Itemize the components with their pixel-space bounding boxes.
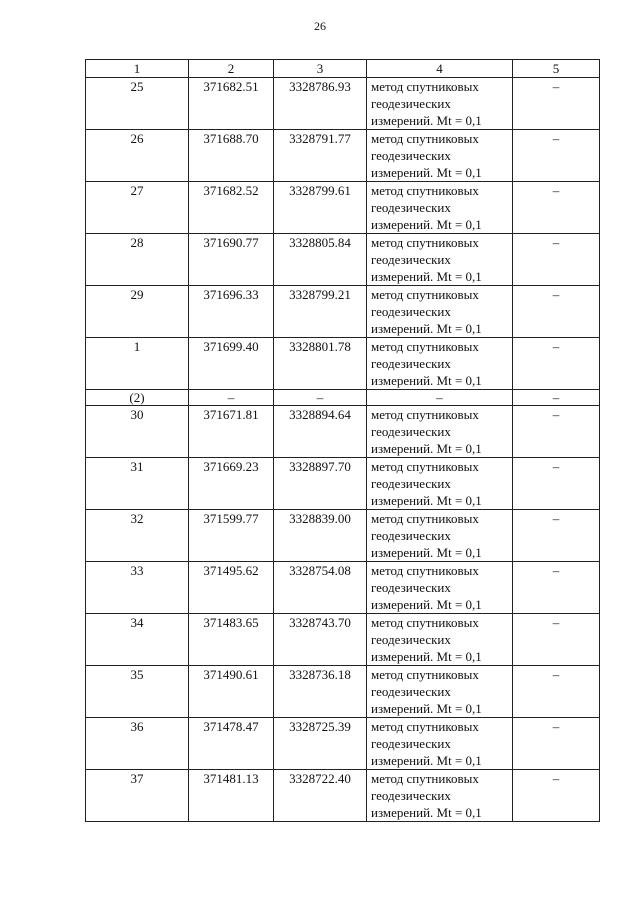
y-coordinate-cell: 3328897.70: [274, 458, 367, 510]
table-row: [86, 286, 600, 338]
method-text-line: метод спутниковых: [371, 287, 479, 302]
method-text-line: геодезических: [371, 200, 451, 215]
x-coordinate-cell: –: [189, 390, 274, 406]
x-coordinate-cell: 371599.77: [189, 510, 274, 562]
method-cell: [367, 510, 513, 562]
point-number-cell: 28: [86, 234, 189, 286]
method-text-line: геодезических: [371, 356, 451, 371]
method-cell: –: [367, 390, 513, 406]
note-cell: –: [513, 562, 600, 614]
page-number: 26: [314, 19, 326, 33]
note-cell: –: [513, 234, 600, 286]
x-coordinate-cell: 371671.81: [189, 406, 274, 458]
y-coordinate-cell: 3328894.64: [274, 406, 367, 458]
note-cell: –: [513, 458, 600, 510]
method-text-line: измерений. Mt = 0,1: [371, 217, 482, 232]
method-cell: [367, 182, 513, 234]
method-text-line: геодезических: [371, 684, 451, 699]
method-cell: [367, 770, 513, 822]
y-coordinate-cell: 3328805.84: [274, 234, 367, 286]
method-text-line: метод спутниковых: [371, 563, 479, 578]
method-cell: [367, 458, 513, 510]
method-text-line: геодезических: [371, 252, 451, 267]
x-coordinate-cell: 371490.61: [189, 666, 274, 718]
point-number-cell: 29: [86, 286, 189, 338]
note-cell: –: [513, 78, 600, 130]
y-coordinate-cell: 3328736.18: [274, 666, 367, 718]
table-row: [86, 130, 600, 182]
method-cell: [367, 338, 513, 390]
method-text-line: измерений. Mt = 0,1: [371, 269, 482, 284]
point-number-cell: 35: [86, 666, 189, 718]
method-text-line: метод спутниковых: [371, 131, 479, 146]
method-text-line: геодезических: [371, 528, 451, 543]
method-text-line: метод спутниковых: [371, 79, 479, 94]
x-coordinate-cell: 371688.70: [189, 130, 274, 182]
method-text-line: измерений. Mt = 0,1: [371, 753, 482, 768]
point-number-cell: 30: [86, 406, 189, 458]
y-coordinate-cell: 3328722.40: [274, 770, 367, 822]
method-text-line: геодезических: [371, 304, 451, 319]
method-text-line: геодезических: [371, 148, 451, 163]
table-row: [86, 182, 600, 234]
method-text-line: измерений. Mt = 0,1: [371, 493, 482, 508]
point-number-cell: 27: [86, 182, 189, 234]
column-header-1: 1: [86, 60, 189, 78]
note-cell: –: [513, 718, 600, 770]
point-number-cell: (2): [86, 390, 189, 406]
y-coordinate-cell: 3328799.21: [274, 286, 367, 338]
y-coordinate-cell: 3328791.77: [274, 130, 367, 182]
method-cell: [367, 130, 513, 182]
table-row: [86, 666, 600, 718]
method-text-line: метод спутниковых: [371, 183, 479, 198]
column-header-4: 4: [367, 60, 513, 78]
method-text-line: метод спутниковых: [371, 339, 479, 354]
note-cell: –: [513, 770, 600, 822]
table-row: [86, 458, 600, 510]
method-cell: [367, 718, 513, 770]
table-row: [86, 234, 600, 286]
note-cell: –: [513, 666, 600, 718]
coordinates-table: [85, 59, 600, 822]
note-cell: –: [513, 406, 600, 458]
method-text-line: геодезических: [371, 476, 451, 491]
point-number-cell: 25: [86, 78, 189, 130]
table-row: [86, 338, 600, 390]
method-text-line: метод спутниковых: [371, 459, 479, 474]
method-text-line: измерений. Mt = 0,1: [371, 113, 482, 128]
x-coordinate-cell: 371478.47: [189, 718, 274, 770]
x-coordinate-cell: 371699.40: [189, 338, 274, 390]
y-coordinate-cell: 3328786.93: [274, 78, 367, 130]
point-number-cell: 37: [86, 770, 189, 822]
method-cell: [367, 666, 513, 718]
method-text-line: метод спутниковых: [371, 407, 479, 422]
method-text-line: измерений. Mt = 0,1: [371, 805, 482, 820]
table-body: [86, 78, 600, 822]
x-coordinate-cell: 371669.23: [189, 458, 274, 510]
x-coordinate-cell: 371682.52: [189, 182, 274, 234]
y-coordinate-cell: 3328801.78: [274, 338, 367, 390]
table-separator-row: [86, 390, 600, 406]
note-cell: –: [513, 614, 600, 666]
method-text-line: метод спутниковых: [371, 615, 479, 630]
method-text-line: метод спутниковых: [371, 511, 479, 526]
point-number-cell: 34: [86, 614, 189, 666]
method-cell: [367, 562, 513, 614]
point-number-cell: 32: [86, 510, 189, 562]
method-text-line: измерений. Mt = 0,1: [371, 649, 482, 664]
method-cell: [367, 78, 513, 130]
method-text-line: измерений. Mt = 0,1: [371, 701, 482, 716]
method-text-line: метод спутниковых: [371, 667, 479, 682]
note-cell: –: [513, 130, 600, 182]
point-number-cell: 36: [86, 718, 189, 770]
method-text-line: метод спутниковых: [371, 235, 479, 250]
column-header-2: 2: [189, 60, 274, 78]
x-coordinate-cell: 371483.65: [189, 614, 274, 666]
y-coordinate-cell: 3328839.00: [274, 510, 367, 562]
method-text-line: измерений. Mt = 0,1: [371, 165, 482, 180]
table-row: [86, 406, 600, 458]
note-cell: –: [513, 390, 600, 406]
method-text-line: геодезических: [371, 424, 451, 439]
table-row: [86, 770, 600, 822]
method-text-line: измерений. Mt = 0,1: [371, 321, 482, 336]
table-row: [86, 718, 600, 770]
method-text-line: измерений. Mt = 0,1: [371, 373, 482, 388]
method-text-line: геодезических: [371, 788, 451, 803]
table-row: [86, 78, 600, 130]
method-text-line: метод спутниковых: [371, 771, 479, 786]
x-coordinate-cell: 371690.77: [189, 234, 274, 286]
point-number-cell: 33: [86, 562, 189, 614]
x-coordinate-cell: 371696.33: [189, 286, 274, 338]
x-coordinate-cell: 371682.51: [189, 78, 274, 130]
x-coordinate-cell: 371495.62: [189, 562, 274, 614]
point-number-cell: 31: [86, 458, 189, 510]
note-cell: –: [513, 182, 600, 234]
method-cell: [367, 234, 513, 286]
y-coordinate-cell: 3328725.39: [274, 718, 367, 770]
method-cell: [367, 406, 513, 458]
column-header-5: 5: [513, 60, 600, 78]
y-coordinate-cell: –: [274, 390, 367, 406]
method-cell: [367, 286, 513, 338]
method-text-line: геодезических: [371, 96, 451, 111]
y-coordinate-cell: 3328799.61: [274, 182, 367, 234]
method-text-line: измерений. Mt = 0,1: [371, 441, 482, 456]
method-text-line: метод спутниковых: [371, 719, 479, 734]
point-number-cell: 26: [86, 130, 189, 182]
method-text-line: измерений. Mt = 0,1: [371, 597, 482, 612]
point-number-cell: 1: [86, 338, 189, 390]
y-coordinate-cell: 3328754.08: [274, 562, 367, 614]
method-text-line: измерений. Mt = 0,1: [371, 545, 482, 560]
method-text-line: геодезических: [371, 632, 451, 647]
method-text-line: геодезических: [371, 580, 451, 595]
note-cell: –: [513, 510, 600, 562]
note-cell: –: [513, 286, 600, 338]
column-header-3: 3: [274, 60, 367, 78]
y-coordinate-cell: 3328743.70: [274, 614, 367, 666]
method-cell: [367, 614, 513, 666]
table-header-row: [86, 60, 600, 78]
method-text-line: геодезических: [371, 736, 451, 751]
table-row: [86, 614, 600, 666]
x-coordinate-cell: 371481.13: [189, 770, 274, 822]
table-row: [86, 562, 600, 614]
note-cell: –: [513, 338, 600, 390]
table-row: [86, 510, 600, 562]
